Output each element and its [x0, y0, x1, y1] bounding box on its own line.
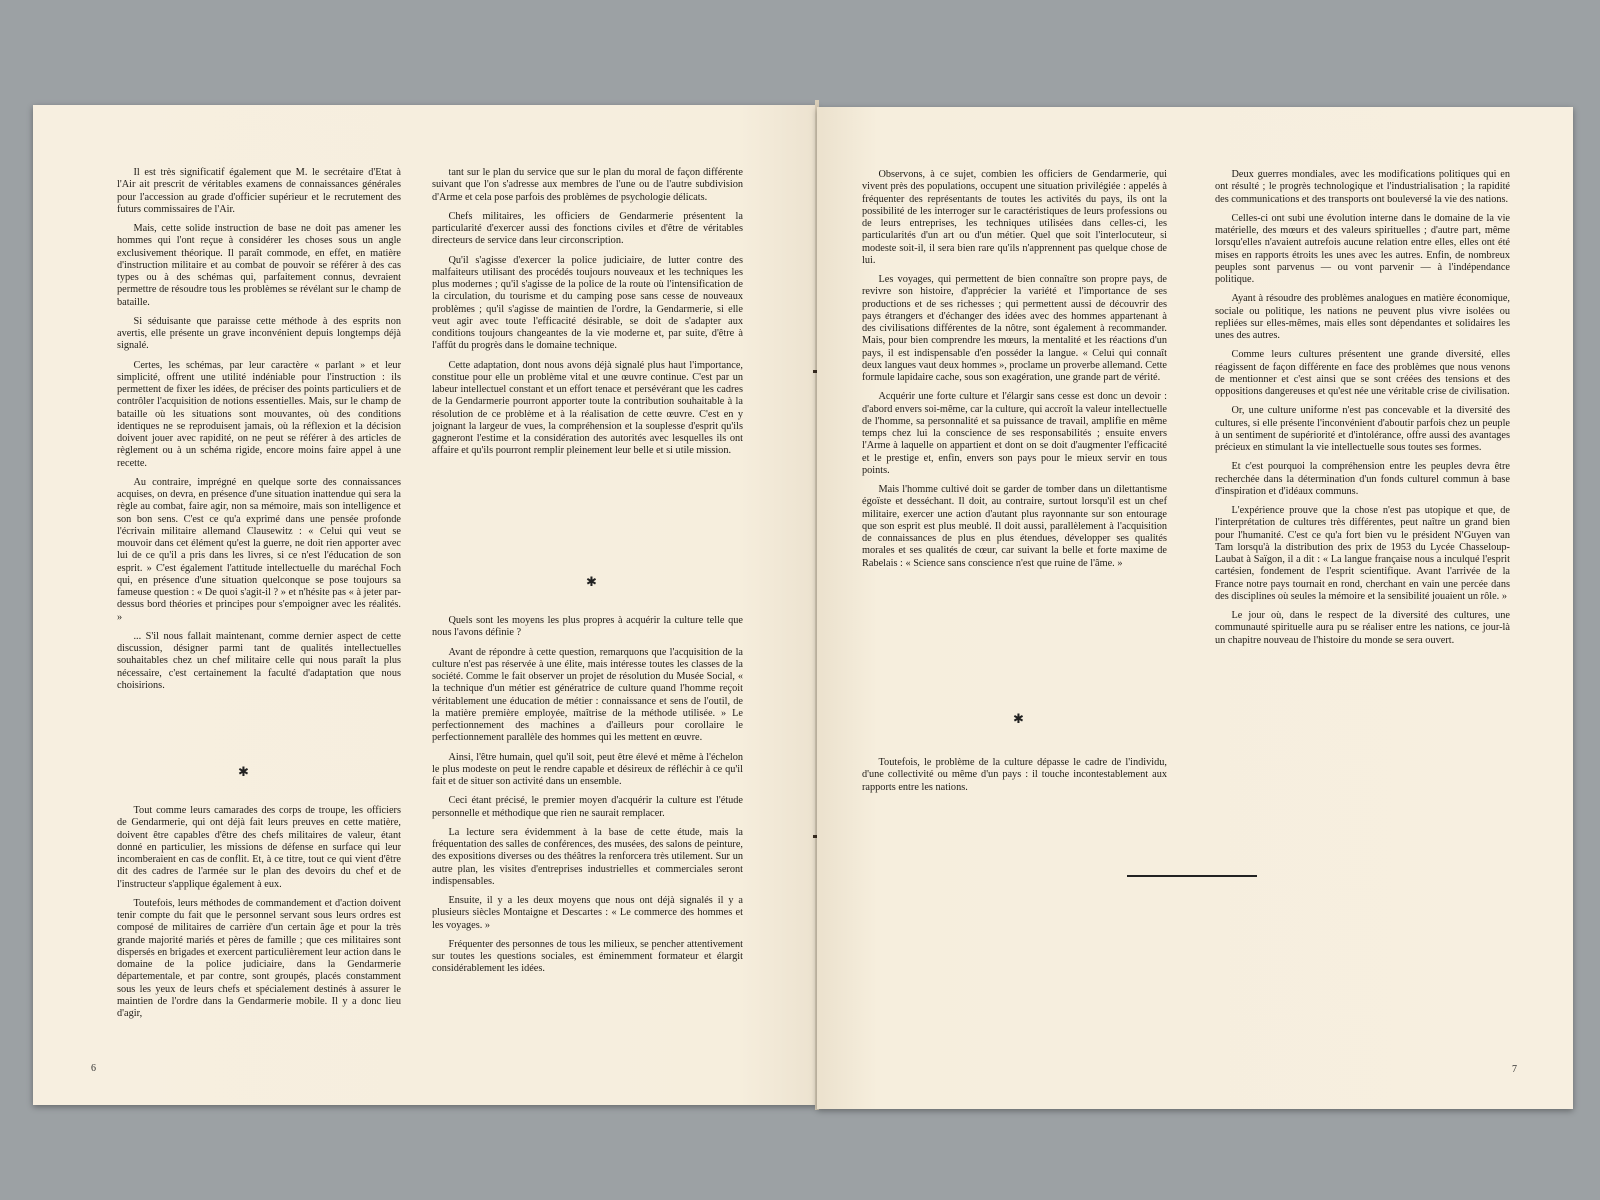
right-column-2 — [1215, 169, 1510, 654]
paragraph: Ensuite, il y a les deux moyens que nous ont déjà signalés il y a plusieurs siècles Montaigne et Descartes : « Le commerce des hommes et les voyages. » — [432, 895, 743, 931]
paragraph: Acquérir une forte culture et l'élargir sans cesse est donc un devoir : d'abord envers soi-même, car la culture, qui accroît la valeur intellectuelle de l'homme, sa personnalité et sa puissance de travail, amplifie en même temps chez lui la conscience de ses responsabilités ; ensuite envers l'Arme à laquelle on appartient et dont on se doit d'augmenter l'efficacité et le prestige et, enfin, envers son pays pour le mieux servir en tous points. — [862, 391, 1167, 476]
section-ornament: ✱ — [586, 575, 597, 590]
paragraph: Quels sont les moyens les plus propres à acquérir la culture telle que nous l'avons définie ? — [432, 615, 743, 639]
paragraph: La lecture sera évidemment à la base de cette étude, mais la fréquentation des salles de conférences, des musées, des salons de peinture, des expositions diverses ou des théâtres la renforcera très utilement. Sur un autre plan, les visites d'entreprises industrielles et commerciales seront indispensables. — [432, 826, 743, 887]
paragraph: Si séduisante que paraisse cette méthode à des esprits non avertis, elle présente un grave inconvénient depuis longtemps déjà signalé. — [117, 315, 401, 352]
paragraph: Au contraire, imprégné en quelque sorte des connaissances acquises, on devra, en présence d'une situation inattendue qui sera la règle au combat, faire agir, non sa mémoire, mais son intelligence et son bon sens. C'est ce qu'a exprimé dans une pensée profonde l'écrivain militaire allemand Clausewitz : « Celui qui veut se mouvoir dans cet élément qu'est la guerre, ne doit rien apporter avec lui de ce qu'il a pris dans les livres, si ce n'est l'éducation de son esprit. » C'est également l'attitude intellectuelle du maréchal Foch qui, en présence d'une situation quelconque se pose toujours sa fameuse question : « De quoi s'agit-il ? » et n'hésite pas « à jeter par-dessus bord théories et principes pour s'empoigner avec les réalités. » — [117, 476, 401, 623]
paragraph: Tout comme leurs camarades des corps de troupe, les officiers de Gendarmerie, qui ont déjà fait leurs preuves en cette matière, doivent être capables d'être des chefs militaires de valeur, étant donné en particulier, les missions de défense en surface qui leur incomberaient en cas de conflit. Et, à ce titre, tout ce qui vient d'être dit des cadres de l'armée sur le plan des devoirs du chef et de l'instructeur s'applique également à eux. — [117, 805, 401, 890]
paragraph: Ceci étant précisé, le premier moyen d'acquérir la culture est l'étude personnelle et méthodique que rien ne saurait remplacer. — [432, 795, 743, 819]
paragraph: Les voyages, qui permettent de bien connaître son propre pays, de revivre son histoire, d'apprécier la variété et l'importance de ses productions et de ses richesses ; qui permettent aussi de découvrir des pays étrangers et d'échanger des idées avec des hommes appartenant à des civilisations différentes de la nôtre, sont également à recommander. Mais, pour bien comprendre les mœurs, la mentalité et les réactions d'un pays, il est indispensable d'en posséder la langue. « Celui qui connaît deux langues vaut deux hommes », proclame un proverbe allemand. Cette formule lapidaire cache, sous son exagération, une grande part de vérité. — [862, 274, 1167, 383]
paragraph: Fréquenter des personnes de tous les milieux, se pencher attentivement sur toutes les questions sociales, est éminemment formateur et élargit considérablement les idées. — [432, 938, 743, 975]
paragraph: tant sur le plan du service que sur le plan du moral de façon différente suivant que l'on s'adresse aux membres de l'une ou de l'autre subdivision d'Arme et cela pose parfois des problèmes de psychologie délicats. — [432, 167, 743, 203]
paragraph: Or, une culture uniforme n'est pas concevable et la diversité des cultures, si elle présente l'inconvénient d'aboutir parfois chez un peuple à un sentiment de supériorité et d'intolérance, offre aussi des avantages précieux en stimulant la vie intellectuelle sous toutes ses formes. — [1215, 405, 1510, 453]
left-page — [33, 105, 817, 1105]
paragraph: Qu'il s'agisse d'exercer la police judiciaire, de lutter contre des malfaiteurs utilisant des procédés toujours nouveaux et les techniques les plus modernes ; qu'il s'agisse de la police de la route où l'intensification de la circulation, du tourisme et du camping pose sans cesse de nouveaux problèmes ; qu'il s'agisse de maintien de l'ordre, la Gendarmerie, si elle veut agir avec toute l'efficacité désirable, se doit de s'adapter aux conditions toujours changeantes de la vie moderne et, par suite, d'être à l'affût du progrès dans le domaine technique. — [432, 254, 743, 352]
right-column-1-bottom — [862, 757, 1167, 801]
left-column-1-top — [117, 167, 401, 699]
paragraph: ... S'il nous fallait maintenant, comme dernier aspect de cette discussion, désigner parmi tant de qualités intellectuelles souhaitables chez un chef militaire celle qui nous paraît la plus nécessaire, c'est certainement la faculté d'adaptation que nous choisirions. — [117, 630, 401, 691]
paragraph: Ayant à résoudre des problèmes analogues en matière économique, sociale ou politique, les nations ne peuvent plus vivre isolées ou repliées sur elles-mêmes, mais elles sont dépendantes et solidaires les unes des autres. — [1215, 293, 1510, 341]
left-column-2-top — [432, 167, 743, 465]
paragraph: Il est très significatif également que M. le secrétaire d'Etat à l'Air ait prescrit de véritables examens de connaissances générales pour l'accession au grade d'officier supérieur et le recrutement des futurs commissaires de l'Air. — [117, 167, 401, 215]
right-page — [817, 107, 1573, 1109]
page-number: 7 — [1512, 1064, 1517, 1075]
paragraph: Cette adaptation, dont nous avons déjà signalé plus haut l'importance, constitue pour elle un problème vital et une œuvre continue. C'est par un labeur intellectuel constant et un effort tenace et persévérant que les cadres de la Gendarmerie pourront apporter toute la contribution souhaitable à la résolution de ce problème et à la réalisation de cette œuvre. C'est en y joignant la largeur de vues, la compréhension et la souplesse d'esprit qu'ils gagneront l'estime et la considération des autorités avec lesquelles ils ont affaire et qu'ils pourront remplir pleinement leur belle et si utile mission. — [432, 359, 743, 457]
paragraph: Celles-ci ont subi une évolution interne dans le domaine de la vie matérielle, des mœurs et des valeurs spirituelles ; d'autre part, même lorsqu'elles n'avaient autrefois aucune relation entre elles, elles ont été mises en rapports étroits les unes avec les autres. Enfin, de nombreux peuples sont parvenus — ou vont parvenir — à l'indépendance politique. — [1215, 212, 1510, 285]
paragraph: Mais l'homme cultivé doit se garder de tomber dans un dilettantisme égoïste et desséchant. Il doit, au contraire, surtout lorsqu'il est un chef militaire, exercer une action d'autant plus rayonnante sur son entourage que son esprit est plus meublé. Il doit aussi, parallèlement à l'acquisition de connaissances de plus en plus étendues, développer ses qualités morales et ses qualités de cœur, car suivant la belle et forte maxime de Rabelais : « Science sans conscience n'est que ruine de l'âme. » — [862, 484, 1167, 569]
paragraph: Certes, les schémas, par leur caractère « parlant » et leur simplicité, offrent une utilité indéniable pour l'instruction : ils permettent de fixer les idées, de préciser des points particuliers et de contrôler l'acquisition de notions essentielles. Mais, sur le champ de bataille où les situations sont mouvantes, où des conditions identiques ne se reproduisent jamais, où la réflexion et la décision doivent jouer avec rapidité, on ne peut se référer à des articles de règlement ou à un schéma rigide, encore moins faire appel à une recette. — [117, 359, 401, 469]
paragraph: Le jour où, dans le respect de la diversité des cultures, une communauté spirituelle aura pu se réaliser entre les nations, ce jour-là un chapitre nouveau de l'histoire du monde se sera ouvert. — [1215, 610, 1510, 646]
paragraph: Mais, cette solide instruction de base ne doit pas amener les hommes qui l'ont reçue à considérer les choses sous un angle exclusivement théorique. Il paraît commode, en effet, en matière d'instruction militaire et au combat de pouvoir se référer à des cas types ou à des schémas qui, parfaitement connus, devraient permettre de résoudre tous les problèmes se révélant sur le champ de bataille. — [117, 223, 401, 308]
paragraph: Ainsi, l'être humain, quel qu'il soit, peut être élevé et même à l'échelon le plus modeste on peut le rendre capable et désireux de réfléchir à ce qu'il fait et de situer son activité dans un ensemble. — [432, 751, 743, 787]
section-ornament: ✱ — [1013, 712, 1024, 727]
left-column-2-bottom — [432, 615, 743, 983]
paragraph: Toutefois, le problème de la culture dépasse le cadre de l'individu, d'une collectivité ou même d'un pays : il touche incontestablement aux rapports entre les nations. — [862, 757, 1167, 793]
paragraph: Comme leurs cultures présentent une grande diversité, elles réagissent de façon différente en face des problèmes que nous venons de mentionner et c'est ainsi que se sont créées des tensions et des oppositions dangereuses et qu'est née une véritable crise de civilisation. — [1215, 349, 1510, 397]
paragraph: Toutefois, leurs méthodes de commandement et d'action doivent tenir compte du fait que le personnel servant sous leurs ordres est composé de militaires de carrière d'un certain âge et pour la très grande majorité mariés et pères de famille ; que ces militaires sont dispersés en brigades et exercent particulièrement leur action dans le domaine de la police judiciaire, dans la Gendarmerie départementale, et par contre, sont groupés, placés constamment sous les yeux de leurs chefs et spécialement destinés à assurer le maintien de l'ordre dans la Gendarmerie mobile. Il y a donc lieu d'agir, — [117, 897, 401, 1019]
page-number: 6 — [91, 1063, 96, 1074]
section-ornament: ✱ — [238, 765, 249, 780]
paragraph: Observons, à ce sujet, combien les officiers de Gendarmerie, qui vivent près des populations, occupent une situation privilégiée : appelés à fréquenter des représentants de toutes les activités du pays, ils ont la possibilité de les interroger sur le caractéristiques de leurs professions ou de leurs entreprises, les techniques utilisées dans celles-ci, les particularités d'un art ou d'un métier. Quel que soit l'interlocuteur, si modeste soit-il, il sera bien rare qu'ils n'apprennent pas quelque chose de lui. — [862, 169, 1167, 266]
right-column-1-top — [862, 169, 1167, 577]
left-column-1-bottom — [117, 805, 401, 1027]
paragraph: Chefs militaires, les officiers de Gendarmerie présentent la particularité d'exercer aussi des fonctions civiles et d'être de véritables directeurs de service dans leur circonscription. — [432, 210, 743, 247]
paragraph: Et c'est pourquoi la compréhension entre les peuples devra être recherchée dans la détermination d'un fonds culturel commun à base d'inspiration et d'idéaux communs. — [1215, 461, 1510, 497]
closing-rule — [1127, 875, 1257, 877]
paragraph: Deux guerres mondiales, avec les modifications politiques qui en ont résulté ; le progrès technologique et l'industrialisation ; la rapidité des communications et des transports ont bouleversé la vie des nations. — [1215, 169, 1510, 205]
paragraph: Avant de répondre à cette question, remarquons que l'acquisition de la culture n'est pas réservée à une élite, mais intéresse toutes les classes de la société. Comme le fait observer un projet de résolution du Musée Social, « la technique d'un métier est génératrice de culture quand l'homme reçoit véritablement une éducation de métier : connaissance et sens de l'outil, de la matière première employée, maîtrise de la méthode utilisée. » Le perfectionnement des machines a d'ailleurs pour corollaire le perfectionnement parallèle des hommes qui les mettent en œuvre. — [432, 646, 743, 744]
paragraph: L'expérience prouve que la chose n'est pas utopique et que, de l'interprétation de cultures très différentes, peut naître un grand bien pour l'humanité. C'est ce qu'a fort bien vu le président N'Guyen van Tam lorsqu'à la distribution des prix de 1953 du Lycée Chasseloup-Laubat à Saïgon, il a dit : « La langue française nous a inculqué l'esprit cartésien, fondement de l'esprit scientifique. Avant l'arrivée de la France notre pays tournait en rond, cherchant en vain une percée dans des disciplines où seules la mémoire et la sensibilité jouaient un rôle. » — [1215, 505, 1510, 602]
